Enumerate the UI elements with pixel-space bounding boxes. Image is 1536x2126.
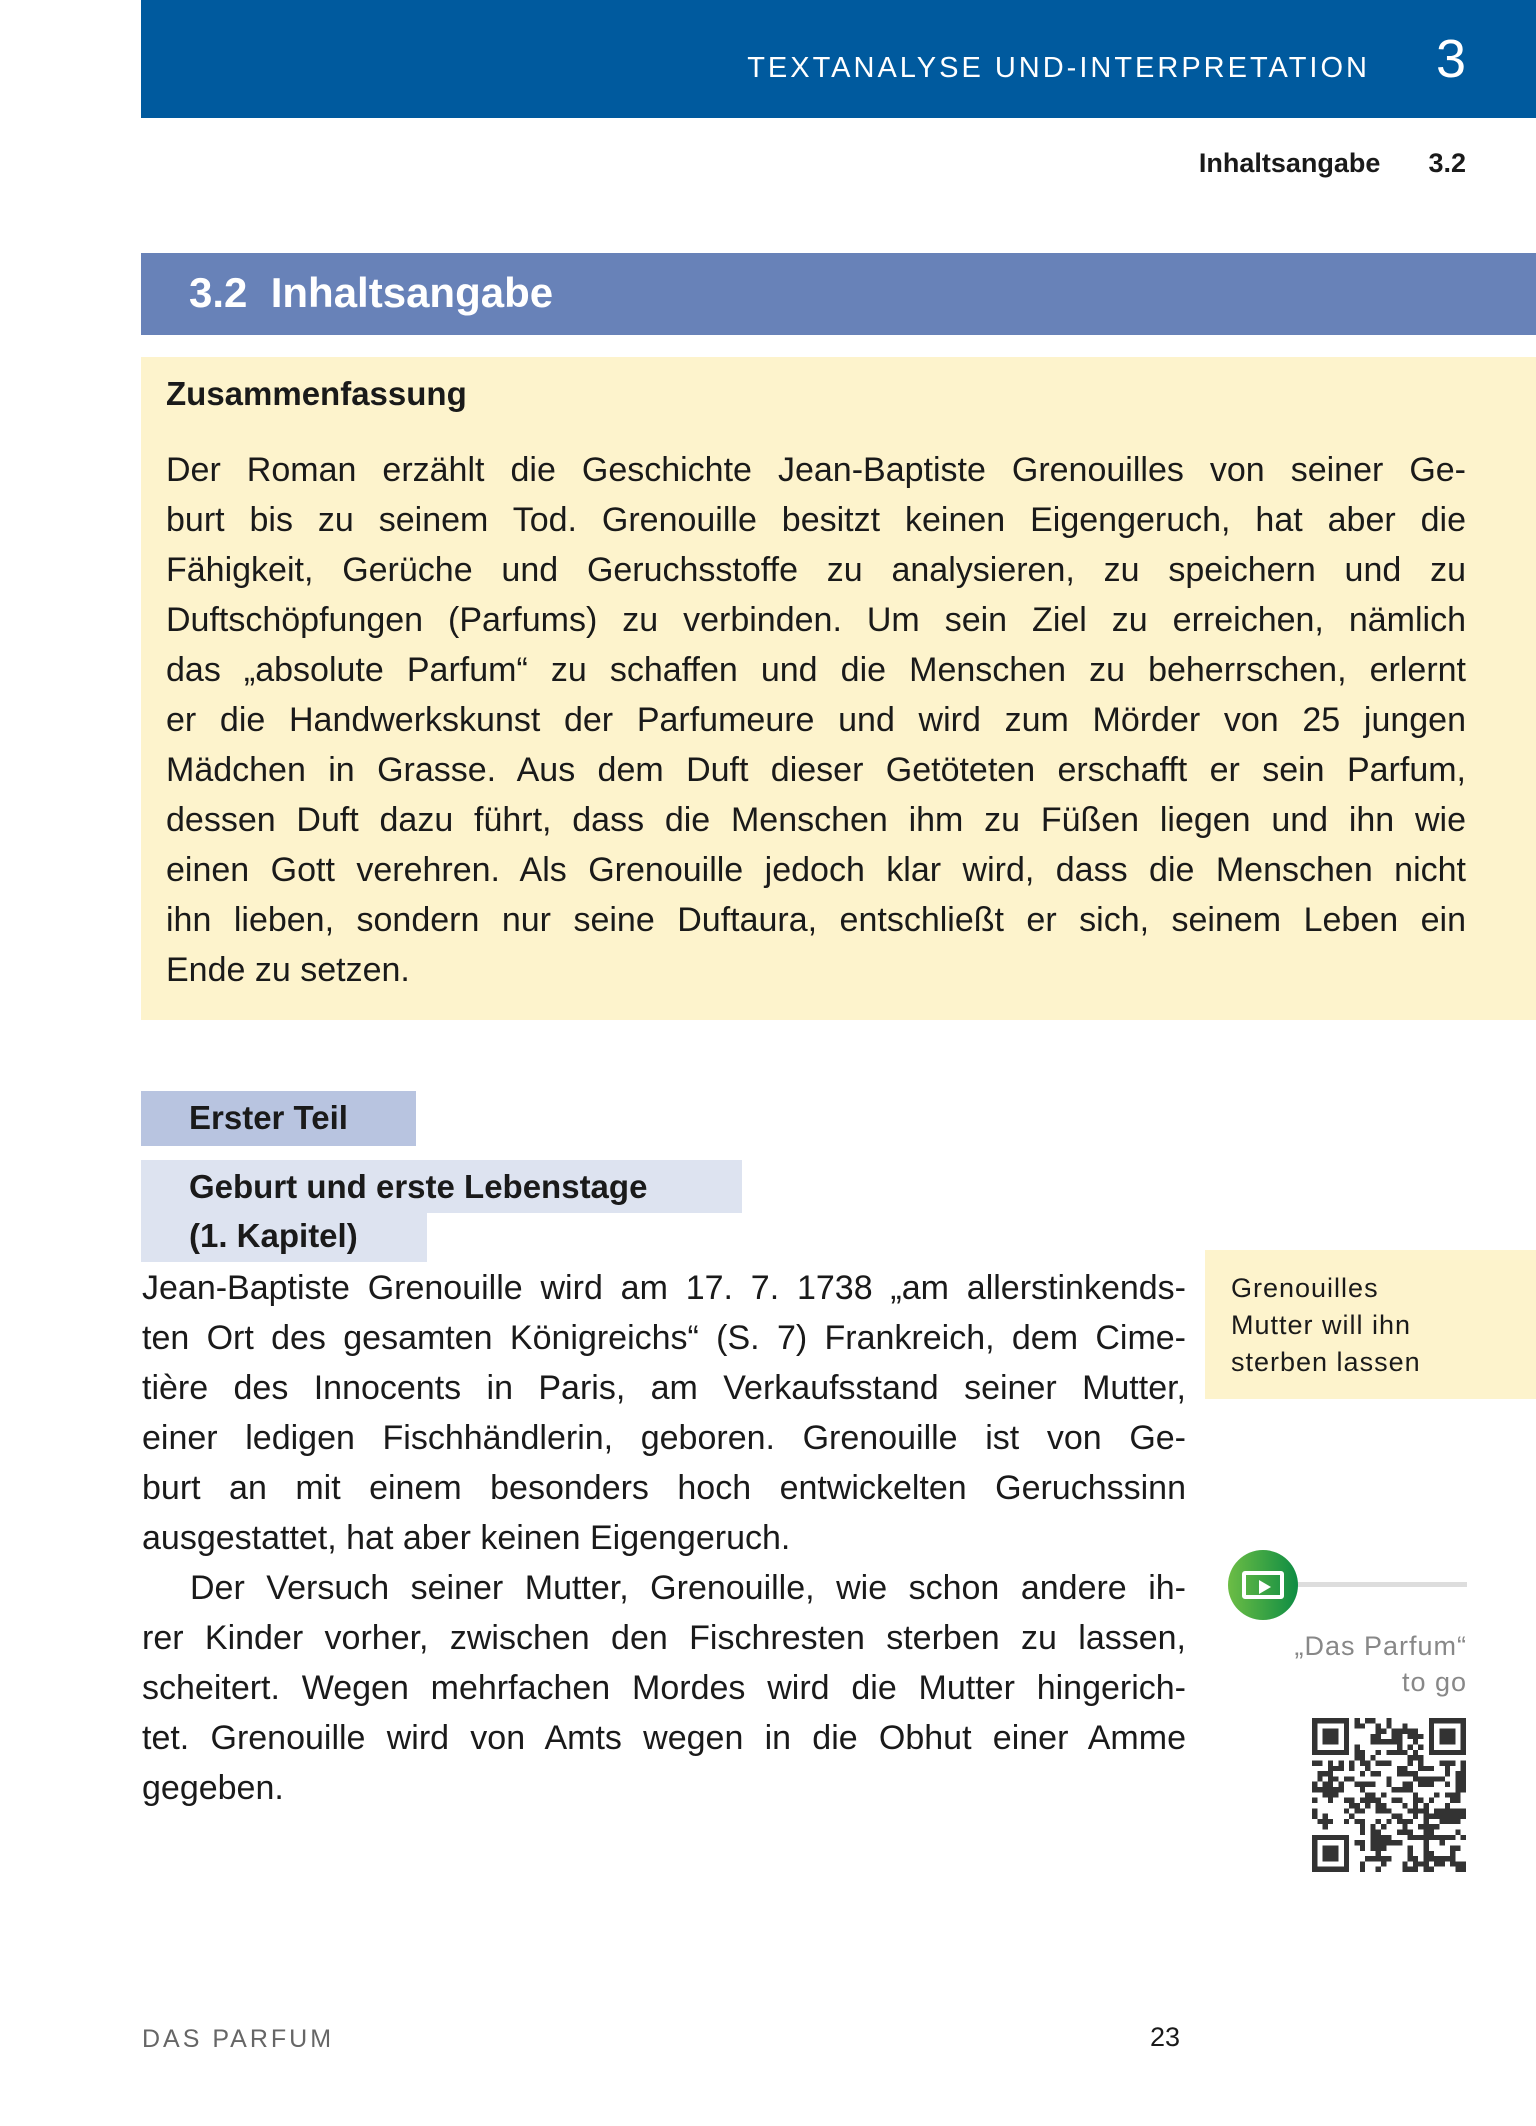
text-line: er die Handwerkskunst der Parfumeure und wird zum Mörder von 25 jungen <box>166 701 1466 739</box>
chapter-number: 3 <box>1435 29 1466 89</box>
qr-code-icon[interactable] <box>1312 1718 1466 1872</box>
page-number: 23 <box>1150 2022 1181 2052</box>
text-line: Mädchen in Grasse. Aus dem Duft dieser Getöteten erschafft er sein Parfum, <box>166 751 1466 789</box>
text-line: scheitert. Wegen mehrfachen Mordes wird die Mutter hingerich- <box>142 1669 1186 1707</box>
media-label-title: „Das Parfum“ <box>1294 1631 1467 1661</box>
margin-note-line: Grenouilles <box>1231 1273 1379 1303</box>
text-line: Der Roman erzählt die Geschichte Jean-Baptiste Grenouilles von seiner Ge- <box>166 451 1466 489</box>
chapter-heading-line2: (1. Kapitel) <box>141 1213 427 1262</box>
text-line: einen Gott verehren. Als Grenouille jedoch klar wird, dass die Menschen nicht <box>166 851 1466 889</box>
text-line: das „absolute Parfum“ zu schaffen und die Menschen zu beherrschen, erlernt <box>166 651 1466 689</box>
text-line: Der Versuch seiner Mutter, Grenouille, wie schon andere ih- <box>190 1569 1186 1607</box>
text-line: Duftschöpfungen (Parfums) zu verbinden. Um sein Ziel zu erreichen, nämlich <box>166 601 1466 639</box>
footer-book-title: DAS PARFUM <box>142 2025 335 2053</box>
section-heading: 3.2 Inhaltsangabe <box>141 253 1536 335</box>
chapter-heading-line1: Geburt und erste Lebenstage <box>141 1160 742 1213</box>
margin-note-line: sterben lassen <box>1231 1347 1421 1377</box>
chapter-section-title: TEXTANALYSE UND-INTERPRETATION <box>747 52 1370 84</box>
margin-note <box>1205 1250 1536 1399</box>
screen-icon <box>1242 1571 1284 1599</box>
text-line: gegeben. <box>142 1769 284 1807</box>
running-number: 3.2 <box>1428 148 1466 178</box>
media-label <box>1294 1628 1467 1700</box>
play-triangle-icon <box>1259 1580 1271 1594</box>
text-line: tet. Grenouille wird von Amts wegen in die Obhut einer Amme <box>142 1719 1186 1757</box>
text-line: dessen Duft dazu führt, dass die Menschen ihm zu Füßen liegen und ihn wie <box>166 801 1466 839</box>
text-line: Jean-Baptiste Grenouille wird am 17. 7. 1738 „am allerstinkends- <box>142 1269 1186 1307</box>
text-line: ausgestattet, hat aber keinen Eigengeruch. <box>142 1519 791 1557</box>
running-header <box>1199 148 1466 179</box>
text-line: rer Kinder vorher, zwischen den Fischresten sterben zu lassen, <box>142 1619 1186 1657</box>
summary-heading: Zusammenfassung <box>166 375 467 412</box>
text-line: ihn lieben, sondern nur seine Duftaura, entschließt er sich, seinem Leben ein <box>166 901 1466 939</box>
running-title: Inhaltsangabe <box>1198 148 1381 178</box>
text-line: tière des Innocents in Paris, am Verkaufsstand seiner Mutter, <box>142 1369 1186 1407</box>
video-play-icon[interactable] <box>1228 1550 1298 1620</box>
summary-text <box>166 445 1466 995</box>
text-line: ten Ort des gesamten Königreichs“ (S. 7) Frankreich, dem Cime- <box>142 1319 1186 1357</box>
text-line: Fähigkeit, Gerüche und Geruchsstoffe zu analysieren, zu speichern und zu <box>166 551 1466 589</box>
text-line: Ende zu setzen. <box>166 951 410 989</box>
part-heading: Erster Teil <box>141 1091 416 1146</box>
text-line: burt bis zu seinem Tod. Grenouille besitzt keinen Eigengeruch, hat aber die <box>166 501 1466 539</box>
media-divider <box>1290 1582 1467 1587</box>
text-line: einer ledigen Fischhändlerin, geboren. Grenouille ist von Ge- <box>142 1419 1186 1457</box>
text-line: burt an mit einem besonders hoch entwickelten Geruchssinn <box>142 1469 1186 1507</box>
summary-box <box>141 357 1536 1020</box>
body-text <box>142 1263 1186 1813</box>
margin-note-line: Mutter will ihn <box>1231 1310 1412 1340</box>
media-label-subtitle: to go <box>1401 1667 1467 1697</box>
